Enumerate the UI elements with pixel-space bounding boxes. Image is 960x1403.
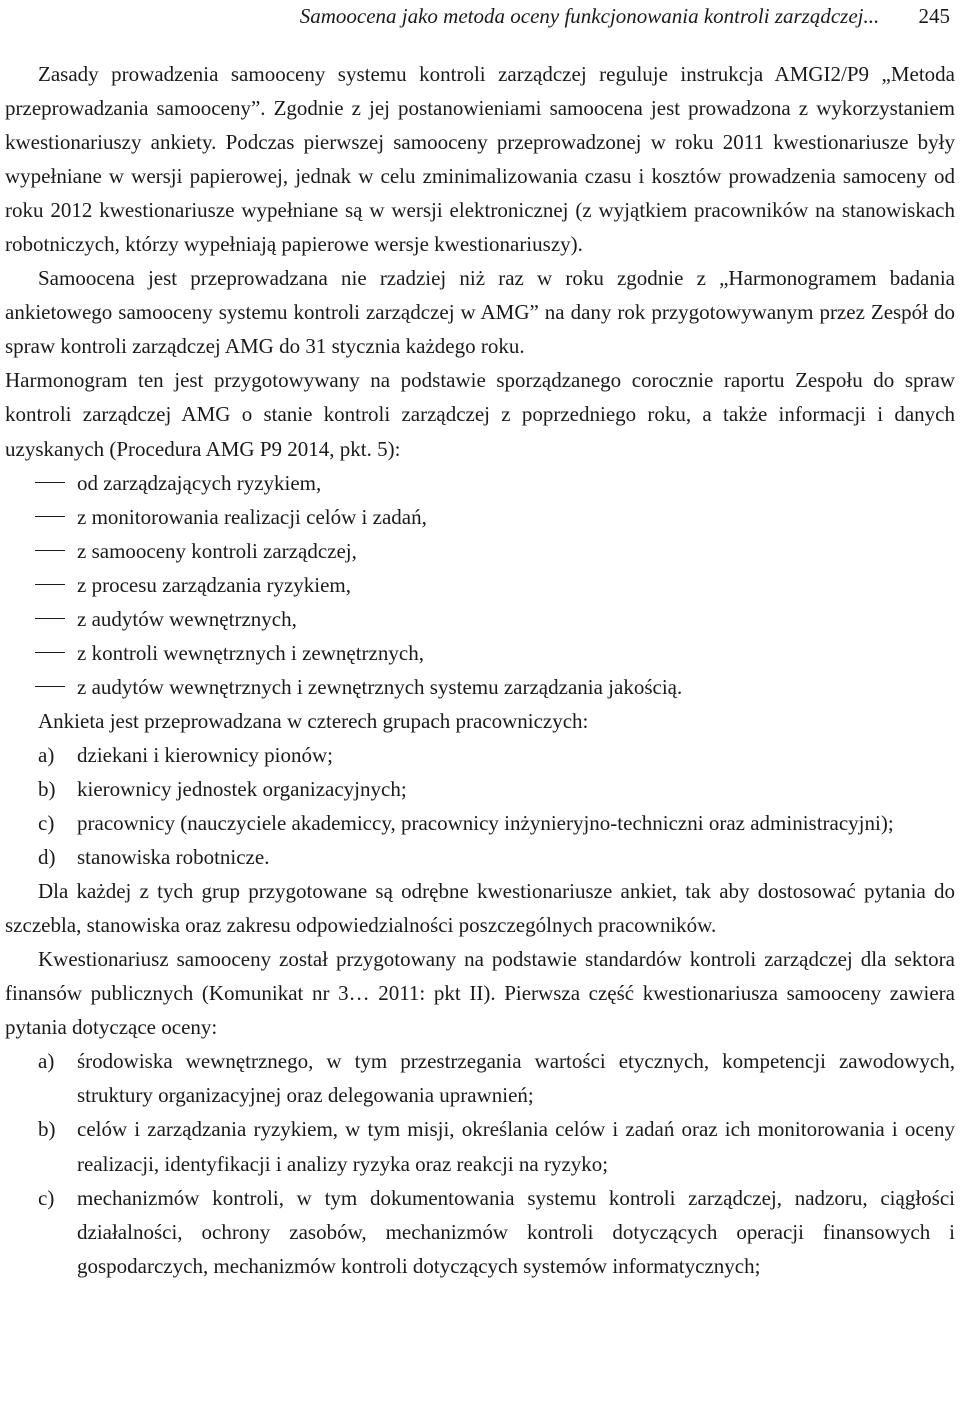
list-item — [5, 1181, 955, 1283]
list-item-text: z kontroli wewnętrznych i zewnętrznych, — [77, 640, 424, 665]
sources-list — [5, 466, 955, 704]
list-marker: a) — [38, 742, 55, 767]
list-marker: b) — [38, 1117, 56, 1142]
list-marker: d) — [38, 845, 56, 870]
page-number: 245 — [918, 4, 950, 28]
list-marker: c) — [38, 811, 55, 836]
dash-bullet — [35, 550, 65, 551]
running-header — [0, 0, 960, 33]
list-item-text: z audytów wewnętrznych i zewnętrznych systemu zarządzania jakością. — [77, 674, 683, 699]
paragraph-schedule: Samoocena jest przeprowadzana nie rzadziej niż raz w roku zgodnie z „Harmonogramem badania ankietowego samooceny systemu kontroli zarządczej w AMG” na dany rok przygotowywanym przez Zespół do spraw kontroli zarządczej AMG do 31 stycznia każdego roku. — [5, 266, 955, 359]
list-item-text: kierownicy jednostek organizacyjnych; — [77, 776, 407, 801]
dash-bullet — [35, 618, 65, 619]
dash-bullet — [35, 686, 65, 687]
paragraph-employee-groups: Ankieta jest przeprowadzana w czterech grupach pracowniczych: — [38, 708, 589, 733]
list-marker: a) — [38, 1049, 55, 1074]
list-item — [5, 1044, 955, 1112]
list-item-text: z procesu zarządzania ryzykiem, — [77, 572, 352, 597]
list-item — [5, 738, 955, 772]
list-item-text: z audytów wewnętrznych, — [77, 606, 297, 631]
list-item — [5, 670, 955, 704]
dash-bullet — [35, 516, 65, 517]
list-item — [5, 534, 955, 568]
dash-bullet — [35, 652, 65, 653]
list-item — [5, 466, 955, 500]
list-item-text: z monitorowania realizacji celów i zadań, — [77, 504, 427, 529]
list-item — [5, 602, 955, 636]
list-item-text: środowiska wewnętrznego, w tym przestrzegania wartości etycznych, kompetencji zawodowych, struktury organizacyjnej oraz delegowania uprawnień; — [77, 1049, 955, 1108]
page-body — [5, 57, 955, 1283]
paragraph-separate-questionnaires: Dla każdej z tych grup przygotowane są odrębne kwestionariusze ankiet, tak aby dostosować pytania do szczebla, stanowiska oraz zakresu odpowiedzialności poszczególnych pracowników. — [5, 879, 955, 938]
paragraph-survey-rules: Zasady prowadzenia samooceny systemu kontroli zarządczej reguluje instrukcja AMGI2/P9 „Metoda przeprowadzania samooceny”. Zgodnie z jej postanowieniami samoocena jest prowadzona z wykorzystaniem kwestionariuszy ankiety. Podczas pierwszej samooceny przeprowadzonej w roku 2011 kwestionariusze były wypełniane w wersji papierowej, jednak w celu zminimalizowania czasu i kosztów prowadzenia samoceny od roku 2012 kwestionariusze wypełniane są w wersji elektronicznej (z wyjątkiem pracowników na stanowiskach robotniczych, którzy wypełniają papierowe wersje kwestionariuszy). — [5, 62, 955, 257]
list-item-text: stanowiska robotnicze. — [77, 845, 270, 870]
assessment-areas-list — [5, 1044, 955, 1282]
list-item-text: celów i zarządzania ryzykiem, w tym misji, określania celów i zadań oraz ich monitorowania i oceny realizacji, identyfikacji i analizy ryzyka oraz reakcji na ryzyko; — [77, 1117, 955, 1176]
list-item-text: od zarządzających ryzykiem, — [77, 470, 322, 495]
list-item — [5, 1112, 955, 1180]
employee-groups-list — [5, 738, 955, 874]
list-item — [5, 568, 955, 602]
dash-bullet — [35, 482, 65, 483]
list-item-text: z samooceny kontroli zarządczej, — [77, 538, 357, 563]
list-item — [5, 806, 955, 840]
list-item-text: mechanizmów kontroli, w tym dokumentowania systemu kontroli zarządczej, nadzoru, ciągłości działalności, ochrony zasobów, mechanizmów kontroli dotyczących operacji finansowych i gospodarczych, mechanizmów kontroli dotyczących systemów informatycznych; — [77, 1185, 955, 1278]
dash-bullet — [35, 584, 65, 585]
list-item-text: pracownicy (nauczyciele akademiccy, pracownicy inżynieryjno-techniczni oraz administracyjni); — [77, 811, 894, 836]
list-marker: b) — [38, 776, 56, 801]
list-item-text: dziekani i kierownicy pionów; — [77, 742, 334, 767]
list-item — [5, 636, 955, 670]
paragraph-schedule-sources: Harmonogram ten jest przygotowywany na podstawie sporządzanego corocznie raportu Zespołu do spraw kontroli zarządczej AMG o stanie kontroli zarządczej z poprzedniego roku, a także informacji i danych uzyskanych (Procedura AMG P9 2014, pkt. 5): — [5, 368, 955, 461]
list-item — [5, 772, 955, 806]
list-marker: c) — [38, 1185, 55, 1210]
running-title: Samoocena jako metoda oceny funkcjonowania kontroli zarządczej... — [299, 4, 880, 28]
paragraph-questionnaire-standards: Kwestionariusz samooceny został przygotowany na podstawie standardów kontroli zarządczej dla sektora finansów publicznych (Komunikat nr 3… 2011: pkt II). Pierwsza część kwestionariusza samooceny zawiera pytania dotyczące oceny: — [5, 947, 955, 1040]
list-item — [5, 500, 955, 534]
list-item — [5, 840, 955, 874]
